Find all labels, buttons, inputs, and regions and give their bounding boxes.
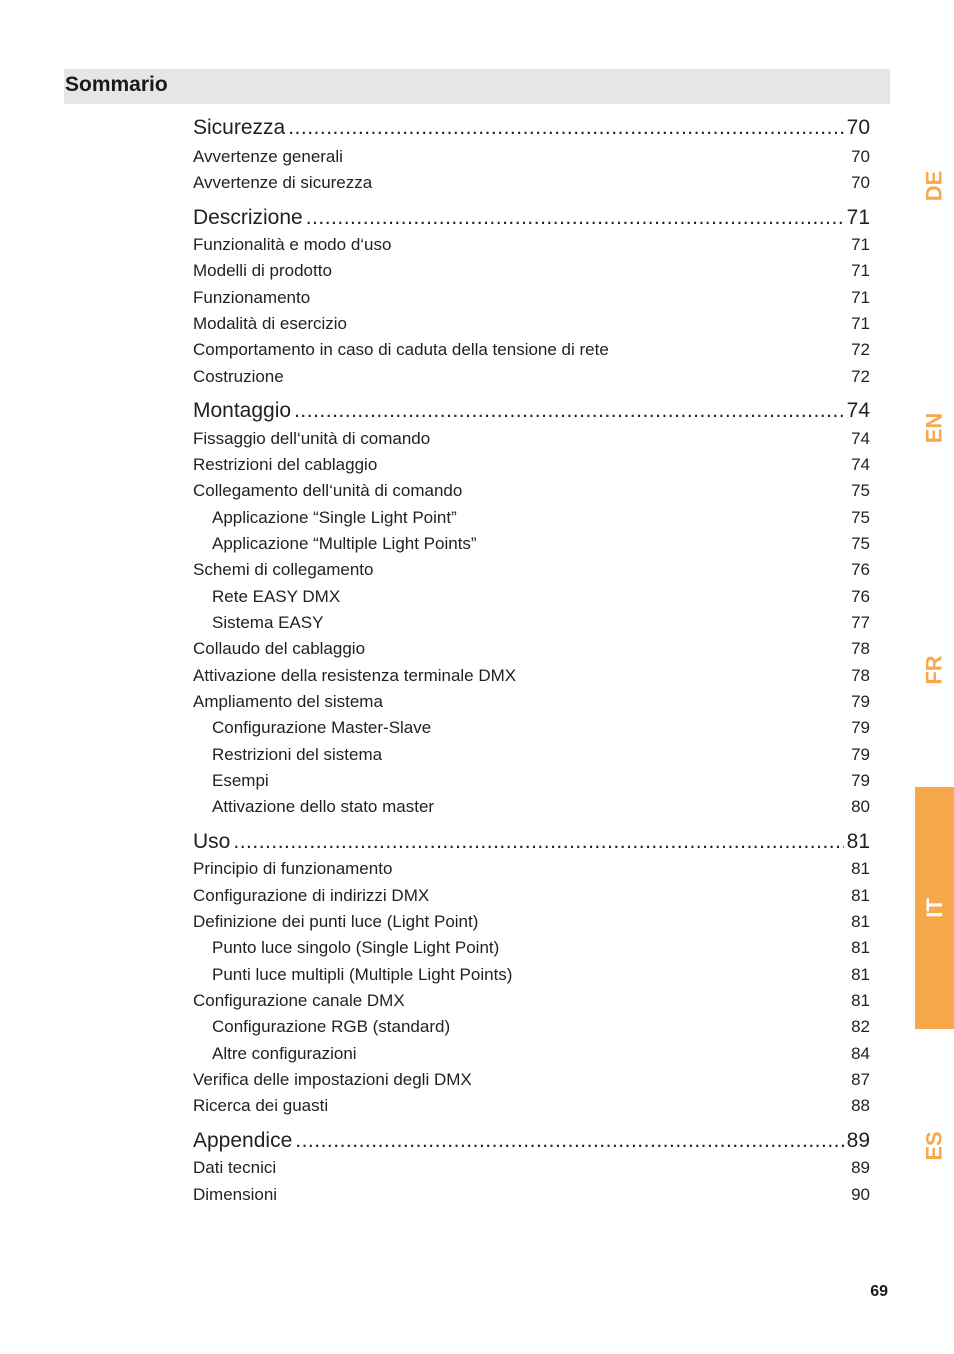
toc-entry-page: 72: [851, 367, 870, 386]
toc-entry-page: 90: [851, 1185, 870, 1204]
page-number: 69: [870, 1283, 888, 1300]
toc-entry[interactable]: [193, 429, 870, 451]
toc-entry-label: Configurazione RGB (standard): [212, 1017, 451, 1036]
toc-entry[interactable]: [193, 1044, 870, 1066]
toc-entry[interactable]: [193, 314, 870, 336]
toc-entry-label: Dimensioni: [193, 1185, 278, 1204]
toc-entry[interactable]: [193, 938, 870, 960]
toc-entry-label: Configurazione Master-Slave: [212, 718, 432, 737]
toc-section-entry[interactable]: [193, 206, 870, 232]
toc-entry-page: 74: [851, 455, 870, 474]
toc-entry[interactable]: [193, 534, 870, 556]
toc-entry[interactable]: [193, 639, 870, 661]
toc-entry-page: 84: [851, 1044, 870, 1063]
toc-entry-label: Punto luce singolo (Single Light Point): [212, 938, 500, 957]
toc-entry-label: Ricerca dei guasti: [193, 1096, 329, 1115]
toc-entry-page: 78: [851, 666, 870, 685]
toc-section-entry[interactable]: [193, 830, 870, 856]
toc-entry[interactable]: [193, 859, 870, 881]
toc-entry-page: 79: [851, 718, 870, 737]
toc-entry-page: 89: [851, 1158, 870, 1177]
lang-tab-label: ES: [921, 1131, 947, 1161]
toc-entry-page: 71: [851, 314, 870, 333]
toc-entry-label: Appendice: [193, 1129, 293, 1152]
toc-entry-label: Costruzione: [193, 367, 284, 386]
toc-entry-label: Altre configurazioni: [212, 1044, 357, 1063]
toc-entry-page: 74: [846, 399, 870, 422]
toc-entry[interactable]: [193, 455, 870, 477]
toc-entry-page: 76: [851, 560, 870, 579]
toc-section-entry[interactable]: [193, 116, 870, 142]
toc-entry-page: 80: [851, 797, 870, 816]
toc-entry-label: Funzionalità e modo d‘uso: [193, 235, 392, 254]
toc-entry-page: 75: [851, 508, 870, 527]
dot-leader: [288, 116, 843, 140]
toc-entry-label: Rete EASY DMX: [212, 587, 341, 606]
toc-entry-page: 71: [851, 235, 870, 254]
toc-entry-label: Verifica delle impostazioni degli DMX: [193, 1070, 472, 1089]
lang-tab-label: IT: [921, 898, 947, 918]
toc-entry[interactable]: [193, 1070, 870, 1092]
toc-entry[interactable]: [193, 340, 870, 362]
toc-entry-page: 89: [846, 1129, 870, 1152]
toc-entry-page: 71: [846, 206, 870, 229]
toc-entry-label: Dati tecnici: [193, 1158, 277, 1177]
toc-entry-page: 75: [851, 481, 870, 500]
dot-leader: [233, 830, 843, 854]
lang-tab-label: EN: [921, 412, 947, 444]
toc-entry[interactable]: [193, 508, 870, 530]
toc-entry-label: Attivazione della resistenza terminale DMX: [193, 666, 517, 685]
page-title: Sommario: [65, 73, 168, 96]
toc-entry[interactable]: [193, 1158, 870, 1180]
toc-entry-label: Restrizioni del sistema: [212, 745, 383, 764]
toc-entry[interactable]: [193, 745, 870, 767]
toc-entry-page: 79: [851, 745, 870, 764]
toc-entry-page: 75: [851, 534, 870, 553]
toc-entry-page: 88: [851, 1096, 870, 1115]
toc-entry-page: 78: [851, 639, 870, 658]
toc-entry-label: Comportamento in caso di caduta della tensione di rete: [193, 340, 609, 359]
toc-entry-label: Definizione dei punti luce (Light Point): [193, 912, 479, 931]
toc-entry[interactable]: [193, 886, 870, 908]
toc-entry[interactable]: [193, 147, 870, 169]
toc-section-entry[interactable]: [193, 399, 870, 425]
toc-entry[interactable]: [193, 912, 870, 934]
toc-entry[interactable]: [193, 367, 870, 389]
toc-entry-page: 76: [851, 587, 870, 606]
toc-entry-label: Punti luce multipli (Multiple Light Points): [212, 965, 513, 984]
toc-entry-label: Applicazione “Single Light Point”: [212, 508, 457, 527]
toc-entry-label: Configurazione canale DMX: [193, 991, 405, 1010]
toc-entry-page: 81: [851, 859, 870, 878]
toc-entry-page: 70: [846, 116, 870, 139]
toc-entry-page: 79: [851, 692, 870, 711]
toc-entry-label: Esempi: [212, 771, 269, 790]
toc-entry-label: Ampliamento del sistema: [193, 692, 383, 711]
dot-leader: [306, 206, 844, 230]
lang-tab-de[interactable]: [915, 65, 954, 307]
lang-tab-label: DE: [921, 170, 947, 202]
toc-entry-page: 81: [851, 912, 870, 931]
toc-entry[interactable]: [193, 261, 870, 283]
toc-entry[interactable]: [193, 481, 870, 503]
toc-entry[interactable]: [193, 1185, 870, 1207]
toc-entry-label: Modalità di esercizio: [193, 314, 348, 333]
toc-entry[interactable]: [193, 718, 870, 740]
toc-entry[interactable]: [193, 991, 870, 1013]
toc-entry-label: Avvertenze di sicurezza: [193, 173, 373, 192]
toc-entry-label: Principio di funzionamento: [193, 859, 393, 878]
toc-entry[interactable]: [193, 613, 870, 635]
toc-entry-label: Schemi di collegamento: [193, 560, 374, 579]
toc-entry[interactable]: [193, 797, 870, 819]
toc-entry-label: Uso: [193, 830, 231, 853]
toc-entry-page: 87: [851, 1070, 870, 1089]
toc-entry-page: 72: [851, 340, 870, 359]
dot-leader: [295, 1129, 843, 1153]
toc-entry-label: Sicurezza: [193, 116, 286, 139]
toc-entry-page: 79: [851, 771, 870, 790]
toc-entry-page: 71: [851, 261, 870, 280]
lang-tab-label: FR: [921, 655, 947, 685]
toc-entry-label: Attivazione dello stato master: [212, 797, 435, 816]
toc-entry[interactable]: [193, 771, 870, 793]
toc-entry-label: Avvertenze generali: [193, 147, 343, 166]
toc-entry[interactable]: [193, 965, 870, 987]
header-bar: [64, 69, 890, 104]
toc-section-entry[interactable]: [193, 1129, 870, 1155]
toc-entry[interactable]: [193, 692, 870, 714]
toc-entry-label: Sistema EASY: [212, 613, 324, 632]
toc-entry-label: Collegamento dell‘unità di comando: [193, 481, 463, 500]
dot-leader: [294, 399, 844, 423]
toc-entry-page: 81: [851, 886, 870, 905]
toc-entry-label: Applicazione “Multiple Light Points”: [212, 534, 477, 553]
toc-entry[interactable]: [193, 173, 870, 195]
toc-entry-label: Fissaggio dell‘unità di comando: [193, 429, 431, 448]
toc-entry-label: Modelli di prodotto: [193, 261, 332, 280]
toc-entry-page: 77: [851, 613, 870, 632]
toc-entry-label: Restrizioni del cablaggio: [193, 455, 378, 474]
toc-entry[interactable]: [193, 666, 870, 688]
lang-tab-en[interactable]: [915, 307, 954, 549]
toc-entry-label: Funzionamento: [193, 288, 311, 307]
toc-entry-label: Configurazione di indirizzi DMX: [193, 886, 430, 905]
toc-entry-page: 81: [851, 938, 870, 957]
toc-entry-page: 81: [846, 830, 870, 853]
lang-tab-es[interactable]: [915, 1025, 954, 1267]
toc-entry[interactable]: [193, 235, 870, 257]
toc-entry-page: 70: [851, 147, 870, 166]
lang-tab-fr[interactable]: [915, 549, 954, 791]
toc-entry[interactable]: [193, 587, 870, 609]
toc-entry-page: 81: [851, 965, 870, 984]
toc-entry-label: Montaggio: [193, 399, 292, 422]
toc-entry[interactable]: [193, 1017, 870, 1039]
toc-entry-page: 81: [851, 991, 870, 1010]
lang-tab-it[interactable]: [915, 787, 954, 1029]
toc-entry-page: 74: [851, 429, 870, 448]
language-tabs: [915, 0, 954, 1354]
toc-entry[interactable]: [193, 1096, 870, 1118]
toc-entry-label: Collaudo del cablaggio: [193, 639, 366, 658]
toc-entry-label: Descrizione: [193, 206, 303, 229]
toc-entry[interactable]: [193, 560, 870, 582]
toc-entry-page: 82: [851, 1017, 870, 1036]
toc-entry-page: 71: [851, 288, 870, 307]
toc-entry-page: 70: [851, 173, 870, 192]
toc-entry[interactable]: [193, 288, 870, 310]
